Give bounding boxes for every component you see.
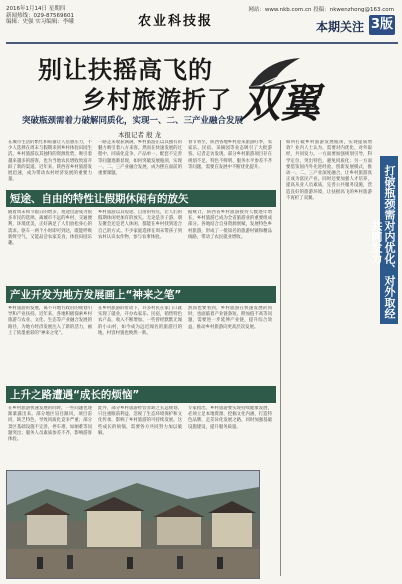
headline-line-2: 乡村旅游折了 [82,86,232,114]
headline-line-3: 双翼 [240,80,320,127]
growth-text-left: 在乡村旅游快速发展的同时，一些问题也逐渐暴露出来。部分地区盲目跟风，项目雷同，缺乏特色，导致同质化竞争严重；部分景区基础设施不完善，停车难、如厕难等问题突出；服务人员素质参差不齐，影响游客体验。 [8,406,92,443]
short-text-right: 据统计，陕西省乡村旅游接待人数逐年增长，乡村旅游已成为全省旅游业的重要组成部分。各地结合自身资源禀赋，发展特色乡村旅游，形成了一批知名的旅游村镇和精品线路，带动了农民就业增收。 [188,210,272,240]
section-bar-industry [6,286,276,303]
section-title-industry: 产业开发为地方发展画上“神来之笔” [10,289,182,301]
intro-text-middle: 一路走来收获满满，乡村旅游正以其独有的魅力吸引着八方来客。然而在快速发展的过程中，同质化竞争、产品单一、配套不完善等问题逐渐显现，如何突破发展瓶颈，实现一、二、三产业融合发展，成为摆在面前的重要课题。 [98,140,182,177]
section-bar-short-trips [6,190,276,207]
industry-text-middle: 在乡村旅游的带动下，许多村民在家门口就实现了就业，开办农家乐、民宿，销售特色农产品，收入不断增加。一些曾经默默无闻的小山村，如今成为远近闻名的旅游目的地，村容村貌也焕然一新。 [98,306,182,336]
short-text-left: 随着周末和节假日的增多，短途出游成为很多市民的选择。离城市不远的乡村，交通便利，环境优美，正好满足了人们放松身心的需求。驱车一两个小时即可到达，既能呼吸新鲜空气，又能品尝农家美食，体验田园乐趣。 [8,210,92,247]
sidebar-title: 打破瓶颈需对内优化、对外取经共同发力 [370,165,396,319]
sidebar-banner [370,156,398,324]
issue-meta [6,6,74,26]
section-title-growth: 上升之路遭遇“成长的烦恼” [10,389,140,401]
headline-line-1: 别让扶摇高飞的 [38,56,213,84]
hotline: 新闻热线：029-87569601 [6,12,74,19]
section-title: 本期关注 [315,20,364,34]
right-column-text: 如何打破乡村旅游发展瓶颈，实现提质增效？业内人士认为，需要对内优化、对外取经，共同发力。一方面要加强规划引导，科学定位，突出特色，避免同质化；另一方面要借鉴国内外先进经验，创新发展模式，推动一、二、三产业深度融合，让乡村旅游真正成为富民产业。同时还要加强人才培养，提高从业人员素质，完善公共服务设施，营造良好的旅游环境，让扶摇高飞的乡村旅游不再折了双翼。 [286,140,372,201]
byline: 本报记者 殷 龙 [118,131,162,139]
page-header [6,4,398,44]
industry-text-right: 然而也要看到，乡村旅游在快速发展的同时，也面临着产业链条短、附加值不高等问题，需要进一步延伸产业链，提升综合效益，推动乡村旅游向更高层次发展。 [188,306,272,330]
intro-text-left: 在城市生活的繁忙和喧嚣让人倍感压力，不少人选择在周末与假期来到乡村体验田园生活。乡村旅游以其独特的资源优势，吸引着越来越多的游客，也为当地农民增收致富开辟了新的渠道。近年来，陕西省乡村旅游发展迅速，成为带动农村经济发展的重要力量。 [8,140,92,183]
issue-date: 2016年1月14日 星期四 [6,6,66,12]
section-bar-growth [6,386,276,403]
editors: 编辑：史强 实习编辑：李峨 [6,19,74,26]
headline-subtitle: 突破瓶颈需着力破解同质化，实现一、二、三产业融合发展 [22,116,244,126]
masthead: 农业科技报 [138,14,214,29]
page-number-badge: 3版 [369,15,395,35]
industry-text-left: 乡村旅游的发展，离不开地方政府的规划引导和产业扶持。近年来，各地积极探索乡村旅游与农业、文化、生态等产业融合发展的路径，为地方经济发展注入了新的活力，画上了浓墨重彩的“神来之笔”。 [8,306,92,336]
main-headline [8,48,338,154]
growth-text-right: 专家指出，乡村旅游要实现持续健康发展，必须立足本地资源，挖掘文化内涵，打造特色品牌，走差异化发展之路，同时加强基础设施建设，提升服务质量。 [188,406,272,430]
column-divider [280,140,281,576]
site-info: 网站：www.nkb.com.cn 投稿：nkwenzhong@163.com [248,7,394,13]
section-title-short-trips: 短途、自由的特性让假期休闲有的放矢 [10,193,189,205]
growth-text-middle: 此外，部分乡村旅游经营者缺乏长远规划，只注重眼前利益，忽视了生态环境保护和文化传承，影响了乡村旅游的可持续发展。这些成长的烦恼，需要各方共同努力加以破解。 [98,406,182,436]
short-text-middle: 乡村旅游以其短途、自由的特点，让人们的假期休闲更加有的放矢。无论是亲子游、朋友聚会还是老人休闲，都能在乡村找到适合自己的方式。不少家庭选择在周末带孩子到农村认识农作物，参与农事体验。 [98,210,182,240]
intro-text-right: 春节将至，陕西各地乡村迎来旅游旺季，农家乐、民宿、采摘园等业态吸引了大批游客。记者走访发现，部分乡村旅游项目存在规划不足、特色不鲜明、服务水平参差不齐等问题，需要在发展中不断优化提升。 [188,140,272,170]
photo-village [6,470,260,579]
